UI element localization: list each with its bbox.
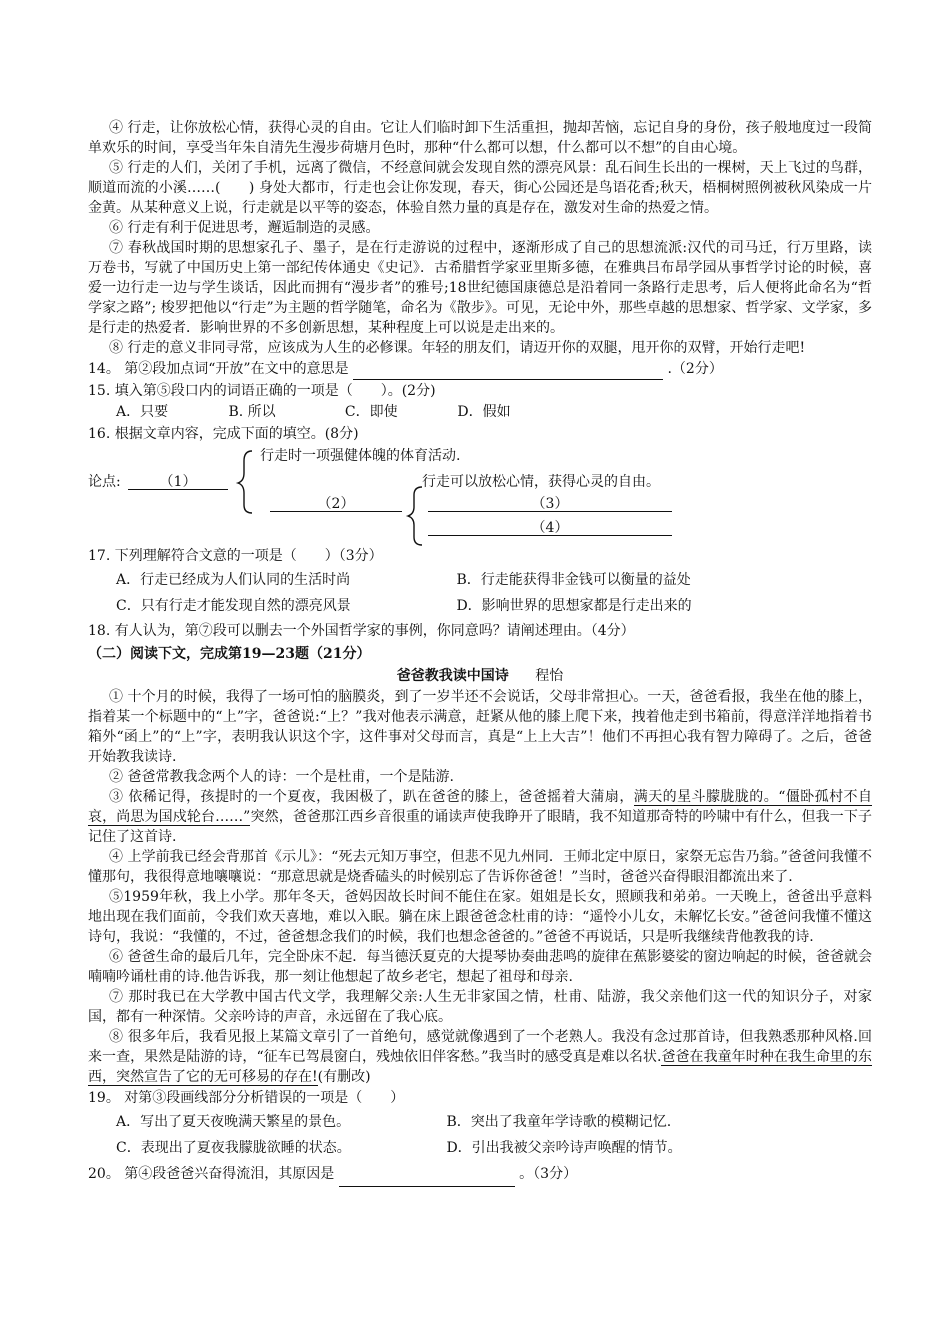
option-a[interactable]: A．只要	[116, 404, 169, 420]
question-15: 15. 填入第⑤段口内的词语正确的一项是（ ）。(2分)	[88, 383, 436, 399]
article-paragraph-7: ⑦ 那时我已在大学教中国古代文学，我理解父亲:人生无非家国之情，杜甫、陆游，我父亲他们这一代的知识分子，对家国，都有一种深情。父亲吟诗的声音，永远留在了我心底。	[88, 989, 872, 1025]
answer-blank-4[interactable]	[428, 517, 672, 536]
question-20-points: 。（3分）	[519, 1166, 578, 1182]
question-17-options-row-2	[116, 593, 872, 619]
question-14-points: .（2分）	[667, 361, 723, 377]
option-b[interactable]: B. 所以	[228, 404, 276, 420]
option-d[interactable]: D．影响世界的思想家都是行走出来的	[456, 598, 692, 614]
article-title: 爸爸教我读中国诗	[396, 668, 509, 684]
paragraph-6: ⑥ 行走有利于促进思考，邂逅制造的灵感。	[109, 220, 380, 236]
question-16: 16. 根据文章内容，完成下面的填空。(8分)	[88, 426, 359, 442]
paragraph-8-underlined: 爸爸在我童年时种在我生命里的东西，突然宣告了它的无可移易的存在!	[88, 1049, 873, 1085]
paragraph-5: ⑤ 行走的人们，关闭了手机，远离了微信，不经意间就会发现自然的漂亮风景：乱石间生长出的一棵树，天上飞过的鸟群，顺道而流的小溪……( ) 身处大都市，行走也会让你发现，春天，街心公园还是鸟语花香;秋天，梧桐树照例被秋风染成一片金黄。从某种意义上说，行走就是以平等的姿态，体验自然力量的真是存在，激发对生命的热爱之情。	[88, 160, 872, 216]
question-14	[88, 358, 872, 380]
option-c[interactable]: C．只有行走才能发现自然的漂亮风景	[116, 598, 351, 614]
thesis-label: 论点:	[88, 474, 121, 490]
argument-diagram	[88, 445, 872, 545]
article-paragraph-5: ⑤1959年秋，我上小学。那年冬天，爸妈因故长时间不能住在家。姐姐是长女，照顾我和弟弟。一天晚上，爸爸出乎意料地出现在我们面前，令我们欢天喜地，难以入眠。躺在床上跟爸爸念杜甫的诗：“遥怜小儿女，未解忆长安。”爸爸问我懂不懂这诗句，我说：“我懂的，不过，爸爸想念我们的时候，我们也想念爸爸的。”爸爸不再说话，只是听我继续背他教我的诗.	[88, 889, 872, 945]
branch-text-2: 行走可以放松心情，获得心灵的自由。	[422, 474, 660, 490]
article-paragraph-3	[88, 787, 872, 847]
question-19-options-row-2	[116, 1135, 872, 1161]
blank-number-3: （3）	[531, 496, 569, 512]
blank-number-2: （2）	[317, 496, 355, 512]
paragraph-8: ⑧ 行走的意义非同寻常，应该成为人生的必修课。年轻的朋友们，请迈开你的双腿，甩开你的双臂，开始行走吧!	[109, 340, 806, 356]
article-author: 程怡	[535, 668, 564, 684]
article-paragraph-1: ① 十个月的时候，我得了一场可怕的脑膜炎，到了一岁半还不会说话，父母非常担心。一天，爸爸看报，我坐在他的膝上，指着某一个标题中的“上”字，爸爸说:“上？”我对他表示满意，赶紧从他的膝上爬下来，拽着他走到书箱前，得意洋洋地指着书箱外“函上”的“上”字，表明我认识这个字，这件事对父母而言，真是“上上大吉”！他们不再担心我有智力障碍了。之后，爸爸开始教我读诗.	[88, 689, 872, 765]
question-17: 17. 下列理解符合文意的一项是（ ）（3分）	[88, 548, 383, 564]
section-2-heading: （二）阅读下文，完成第19—23题（21分）	[88, 646, 371, 662]
question-18: 18. 有人认为，第⑦段可以删去一个外国哲学家的事例，你同意吗？请阐述理由。（4分）	[88, 623, 635, 639]
option-c[interactable]: C．表现出了夏夜我朦胧欲睡的状态。	[116, 1140, 351, 1156]
question-14-text: 14。 第②段加点词“开放”在文中的意思是	[88, 361, 349, 377]
branch-text-1: 行走时一项强健体魄的体育活动.	[260, 448, 461, 464]
question-19: 19。 对第③段画线部分分析错误的一项是（ ）	[88, 1090, 405, 1106]
right-brace-icon	[404, 485, 428, 547]
paragraph-7: ⑦ 春秋战国时期的思想家孔子、墨子，是在行走游说的过程中，逐渐形成了自己的思想流派:汉代的司马迁，行万里路，读万卷书，写就了中国历史上第一部纪传体通史《史记》．古希腊哲学家亚里斯多德，在雅典吕布昂学园从事哲学讨论的时候，喜爱一边行走一边与学生谈话，因此而拥有“漫步者”的雅号;18世纪德国康德总是沿着同一条路行走思考，后人便将此命名为“哲学家之路”; 梭罗把他以“行走”为主题的哲学随笔，命名为《散步》。可见，无论中外，那些卓越的思想家、哲学家、文学家，多是行走的热爱者．影响世界的不多创新思想，某种程度上可以说是走出来的。	[88, 240, 872, 336]
question-15-options	[116, 402, 872, 423]
option-a[interactable]: A．写出了夏天夜晚满天繁星的景色。	[116, 1114, 351, 1130]
question-19-options-row-1	[116, 1109, 872, 1135]
answer-blank-14[interactable]	[353, 363, 663, 380]
answer-blank-20[interactable]	[339, 1170, 515, 1187]
paragraph-3-text-a: ③ 依稀记得，孩提时的一个夏夜，我困极了，趴在爸爸的膝上，爸爸摇着大蒲扇，	[109, 789, 634, 805]
paragraph-8-note: (有删改)	[317, 1069, 371, 1085]
exam-page	[88, 118, 872, 1187]
option-b[interactable]: B．行走能获得非金钱可以衡量的益处	[456, 572, 691, 588]
article-paragraph-2: ② 爸爸常教我念两个人的诗：一个是杜甫，一个是陆游.	[109, 769, 454, 785]
answer-blank-3[interactable]	[428, 493, 672, 512]
question-20	[88, 1161, 872, 1187]
blank-number-4: （4）	[531, 520, 569, 536]
left-brace-icon	[234, 449, 264, 515]
paragraph-3-text-b: 突然，爸爸那江西乡音很重的诵读声使我睁开了眼睛，我不知道那奇特的吟啸中有什么，但我一下子记住了这首诗.	[88, 809, 872, 845]
option-a[interactable]: A．行走已经成为人们认同的生活时尚	[116, 572, 351, 588]
option-d[interactable]: D．引出我被父亲吟诗声唤醒的情节。	[446, 1140, 682, 1156]
option-d[interactable]: D．假如	[457, 404, 511, 420]
article-paragraph-4: ④ 上学前我已经会背那首《示儿》：“死去元知万事空，但悲不见九州同．王师北定中原日，家祭无忘告乃翁。”爸爸问我懂不懂那句，我很得意地嚷嚷说：“那意思就是烧香磕头的时候别忘了告诉你爸爸！”当时，爸爸兴奋得眼泪都流出来了.	[88, 849, 872, 885]
article-paragraph-6: ⑥ 爸爸生命的最后几年，完全卧床不起．每当德沃夏克的大提琴协奏曲悲鸣的旋律在蕉影婆娑的窗边响起的时候，爸爸就会喃喃吟诵杜甫的诗.他告诉我，那一刻让他想起了故乡老宅，想起了祖母和母亲.	[88, 949, 872, 985]
question-17-options-row-1	[116, 567, 872, 593]
option-c[interactable]: C．即使	[344, 404, 398, 420]
paragraph-3-underlined: 满天的星斗朦胧胧的。“僵卧孤村不自哀，尚思为国戍轮台……”	[88, 789, 872, 825]
paragraph-4: ④ 行走，让你放松心情，获得心灵的自由。它让人们临时卸下生活重担，抛却苦恼，忘记自身的身份，孩子般地度过一段简单欢乐的时间，享受当年朱自清先生漫步荷塘月色时，那种“什么都可以想，什么都可以不想”的自由心境。	[88, 120, 872, 156]
paragraph-8-text-a: ⑧ 很多年后，我看见报上某篇文章引了一首绝句，感觉就像遇到了一个老熟人。我没有念过那首诗，但我熟悉那种风格.回来一查，果然是陆游的诗，“征车已驾晨窗白，残烛依旧伴客愁。”我当时的感受真是难以名状.	[88, 1029, 872, 1065]
answer-blank-2[interactable]	[270, 493, 402, 512]
question-20-text: 20。 第④段爸爸兴奋得流泪，其原因是	[88, 1166, 335, 1182]
article-paragraph-8	[88, 1027, 872, 1087]
answer-blank-1[interactable]	[128, 471, 228, 490]
option-b[interactable]: B．突出了我童年学诗歌的模糊记忆.	[446, 1114, 672, 1130]
article-title-row	[88, 665, 872, 687]
blank-number-1: （1）	[159, 474, 197, 490]
